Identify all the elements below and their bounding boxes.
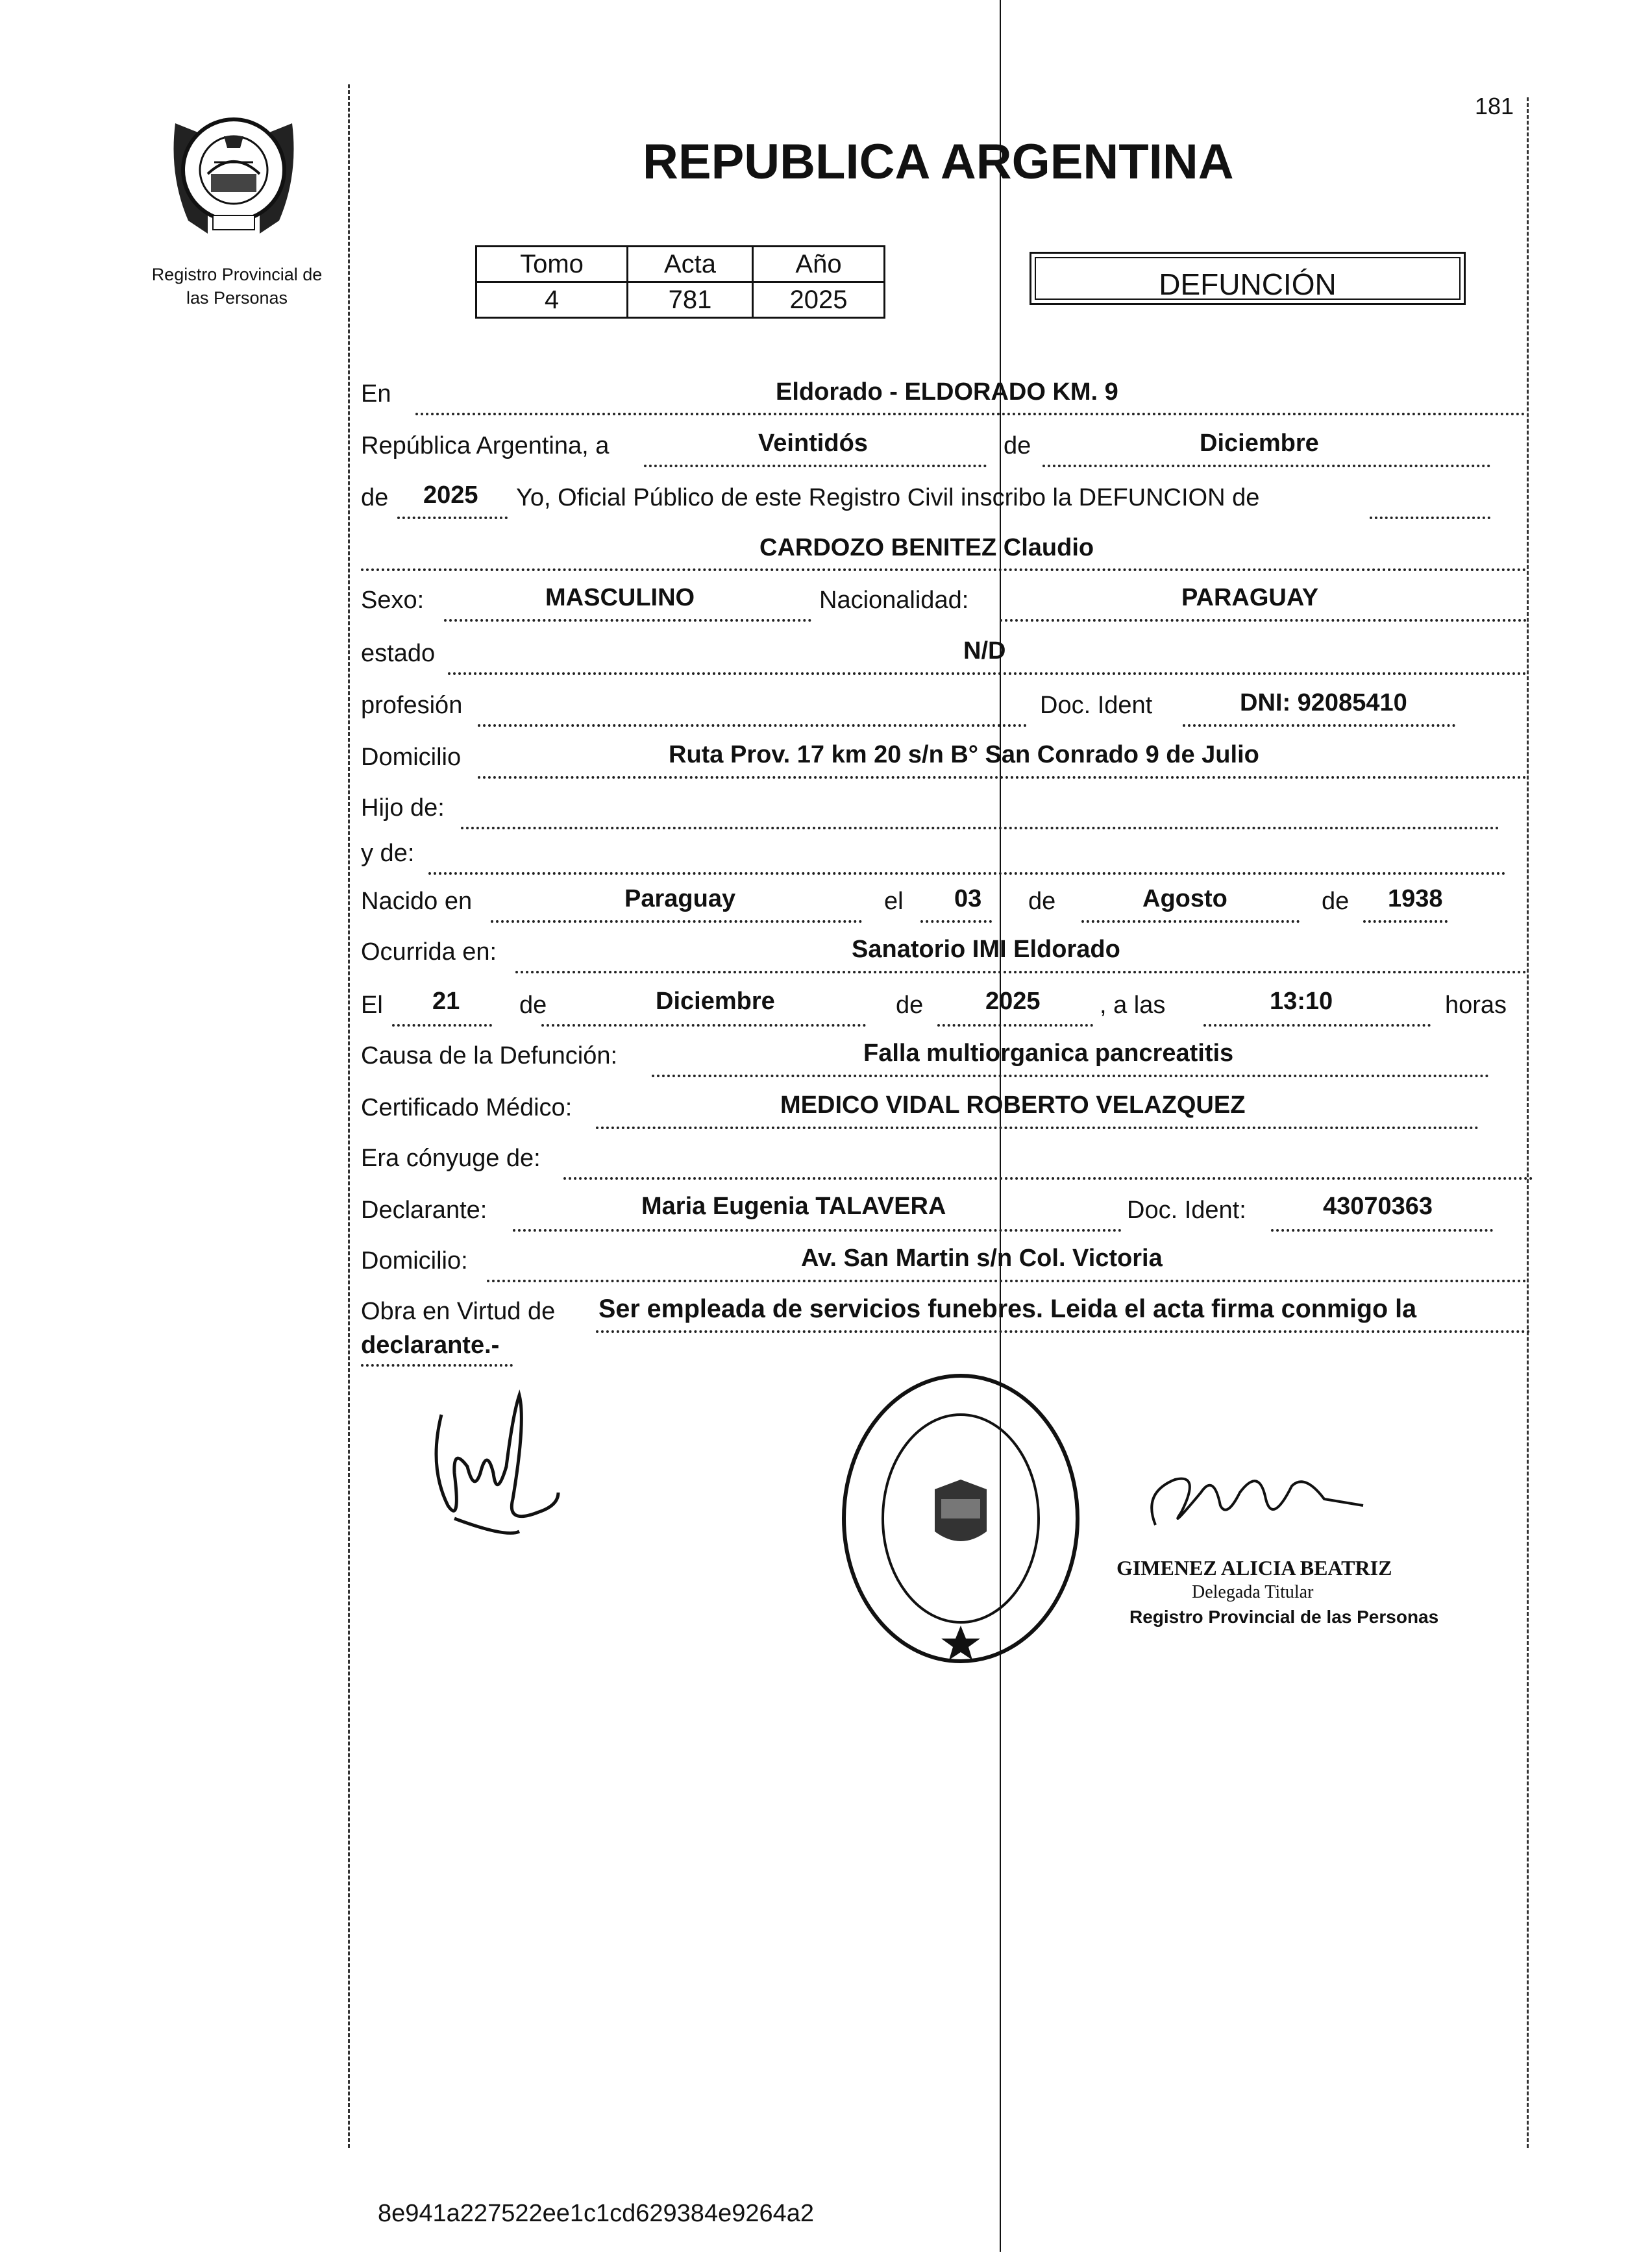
right-margin-rule	[1527, 97, 1529, 2148]
decl-doc-value: 43070363	[1323, 1193, 1433, 1220]
official-stamp	[837, 1369, 1084, 1668]
def-de1-label: de	[519, 992, 547, 1019]
org-name-line-2: las Personas	[186, 288, 288, 308]
ocurrida-line	[515, 971, 1527, 973]
nac-anio-value: 1938	[1388, 885, 1443, 912]
en-label: En	[361, 380, 391, 408]
page-title: REPUBLICA ARGENTINA	[643, 134, 1234, 189]
declarant-signature	[415, 1376, 571, 1544]
yde-line	[428, 872, 1506, 875]
ref-header-tomo: Tomo	[476, 247, 628, 282]
dia-line	[644, 465, 987, 467]
def-de2-label: de	[896, 992, 924, 1019]
ocurrida-value: Sanatorio IMI Eldorado	[852, 936, 1120, 963]
ref-value-anio: 2025	[753, 282, 885, 318]
profesion-label: profesión	[361, 692, 463, 719]
nac-de1-label: de	[1028, 888, 1056, 915]
conyuge-line	[563, 1177, 1533, 1180]
domicilio-value: Ruta Prov. 17 km 20 s/n B° San Conrado 9 de Julio	[669, 741, 1259, 768]
registrar-signature	[1129, 1454, 1376, 1551]
nac-de2-label: de	[1322, 888, 1350, 915]
anio-line	[397, 517, 508, 519]
hijo-label: Hijo de:	[361, 794, 445, 822]
nacionalidad-value: PARAGUAY	[1181, 584, 1319, 611]
def-dia-value: 21	[432, 988, 460, 1015]
oficial-text: Yo, Oficial Público de este Registro Civil inscribo la DEFUNCION de	[516, 484, 1260, 511]
def-mes-value: Diciembre	[656, 988, 775, 1015]
nac-dia-value: 03	[954, 885, 982, 912]
obra-line-2	[361, 1364, 513, 1367]
decl-dom-label: Domicilio:	[361, 1247, 468, 1274]
nacido-line	[491, 920, 862, 923]
document-hash: 8e941a227522ee1c1cd629384e9264a2	[378, 2200, 815, 2227]
oficial-line	[1370, 517, 1490, 519]
sexo-value: MASCULINO	[545, 584, 695, 611]
alas-label: , a las	[1100, 992, 1166, 1019]
de-label: de	[1004, 432, 1031, 459]
hijo-line	[461, 827, 1499, 829]
decl-doc-line	[1271, 1229, 1493, 1232]
en-line	[415, 413, 1525, 415]
estado-label: estado	[361, 640, 436, 667]
left-margin-rule	[348, 84, 350, 2148]
obra-value: Ser empleada de servicios funebres. Leida el acta firma conmigo la	[598, 1295, 1417, 1323]
def-anio-value: 2025	[985, 988, 1041, 1015]
nac-dia-line	[920, 920, 992, 923]
record-type-box	[1030, 252, 1466, 305]
decl-dom-line	[487, 1280, 1527, 1282]
profesion-line	[478, 724, 1027, 727]
nombre-line	[361, 568, 1527, 571]
sexo-line	[444, 619, 811, 622]
horas-label: horas	[1445, 992, 1507, 1019]
nacionalidad-line	[1000, 619, 1527, 622]
causa-line	[652, 1075, 1489, 1077]
doc-value: DNI: 92085410	[1240, 689, 1407, 716]
certificado-line	[596, 1127, 1479, 1129]
def-dia-line	[392, 1024, 492, 1027]
declarante-line	[513, 1229, 1122, 1232]
dia-value: Veintidós	[758, 430, 868, 457]
nac-mes-value: Agosto	[1142, 885, 1227, 912]
certificado-label: Certificado Médico:	[361, 1094, 573, 1121]
def-hora-value: 13:10	[1270, 988, 1333, 1015]
el2-label: El	[361, 992, 383, 1019]
estado-value: N/D	[963, 637, 1006, 665]
obra-label: Obra en Virtud de	[361, 1298, 556, 1325]
decl-doc-label: Doc. Ident:	[1127, 1197, 1246, 1224]
domicilio-label: Domicilio	[361, 744, 462, 771]
declarante-value: Maria Eugenia TALAVERA	[641, 1193, 946, 1220]
mes-line	[1042, 465, 1490, 467]
sexo-label: Sexo:	[361, 587, 425, 614]
conyuge-label: Era cónyuge de:	[361, 1145, 541, 1172]
en-value: Eldorado - ELDORADO KM. 9	[776, 378, 1118, 406]
province-seal-logo	[162, 97, 305, 247]
registrar-office: Registro Provincial de las Personas	[1129, 1607, 1439, 1627]
obra-line	[596, 1330, 1531, 1333]
el-label: el	[884, 888, 904, 915]
doc-label: Doc. Ident	[1040, 692, 1153, 719]
causa-label: Causa de la Defunción:	[361, 1042, 618, 1069]
registrar-name: GIMENEZ ALICIA BEATRIZ	[1116, 1556, 1392, 1579]
mes-value: Diciembre	[1200, 430, 1319, 457]
declarante-label: Declarante:	[361, 1197, 487, 1224]
republica-label: República Argentina, a	[361, 432, 610, 459]
ref-header-acta: Acta	[628, 247, 753, 282]
yde-label: y de:	[361, 840, 415, 867]
obra-value-cont: declarante.-	[361, 1332, 500, 1359]
org-name-line-1: Registro Provincial de	[151, 265, 323, 284]
def-anio-line	[937, 1024, 1093, 1027]
ocurrida-label: Ocurrida en:	[361, 938, 497, 966]
decl-dom-value: Av. San Martin s/n Col. Victoria	[801, 1245, 1163, 1272]
ref-value-tomo: 4	[476, 282, 628, 318]
nacido-value: Paraguay	[624, 885, 736, 912]
causa-value: Falla multiorganica pancreatitis	[863, 1040, 1234, 1067]
page-number: 181	[1475, 93, 1514, 119]
scan-fold-line	[1000, 0, 1001, 2252]
anio-value: 2025	[423, 482, 478, 509]
ref-header-anio: Año	[753, 247, 885, 282]
domicilio-line	[478, 776, 1527, 779]
doc-line	[1183, 724, 1455, 727]
de2-label: de	[361, 484, 389, 511]
record-type-label: DEFUNCIÓN	[1159, 267, 1337, 301]
nombre-value: CARDOZO BENITEZ Claudio	[759, 534, 1094, 561]
certificado-value: MEDICO VIDAL ROBERTO VELAZQUEZ	[780, 1091, 1246, 1119]
nac-mes-line	[1081, 920, 1300, 923]
nac-anio-line	[1363, 920, 1448, 923]
registrar-role: Delegada Titular	[1192, 1582, 1314, 1602]
def-hora-line	[1203, 1024, 1431, 1027]
ref-value-acta: 781	[628, 282, 753, 318]
estado-line	[448, 672, 1527, 675]
def-mes-line	[541, 1024, 866, 1027]
nacionalidad-label: Nacionalidad:	[819, 587, 969, 614]
reference-table	[475, 245, 885, 319]
nacido-label: Nacido en	[361, 888, 473, 915]
